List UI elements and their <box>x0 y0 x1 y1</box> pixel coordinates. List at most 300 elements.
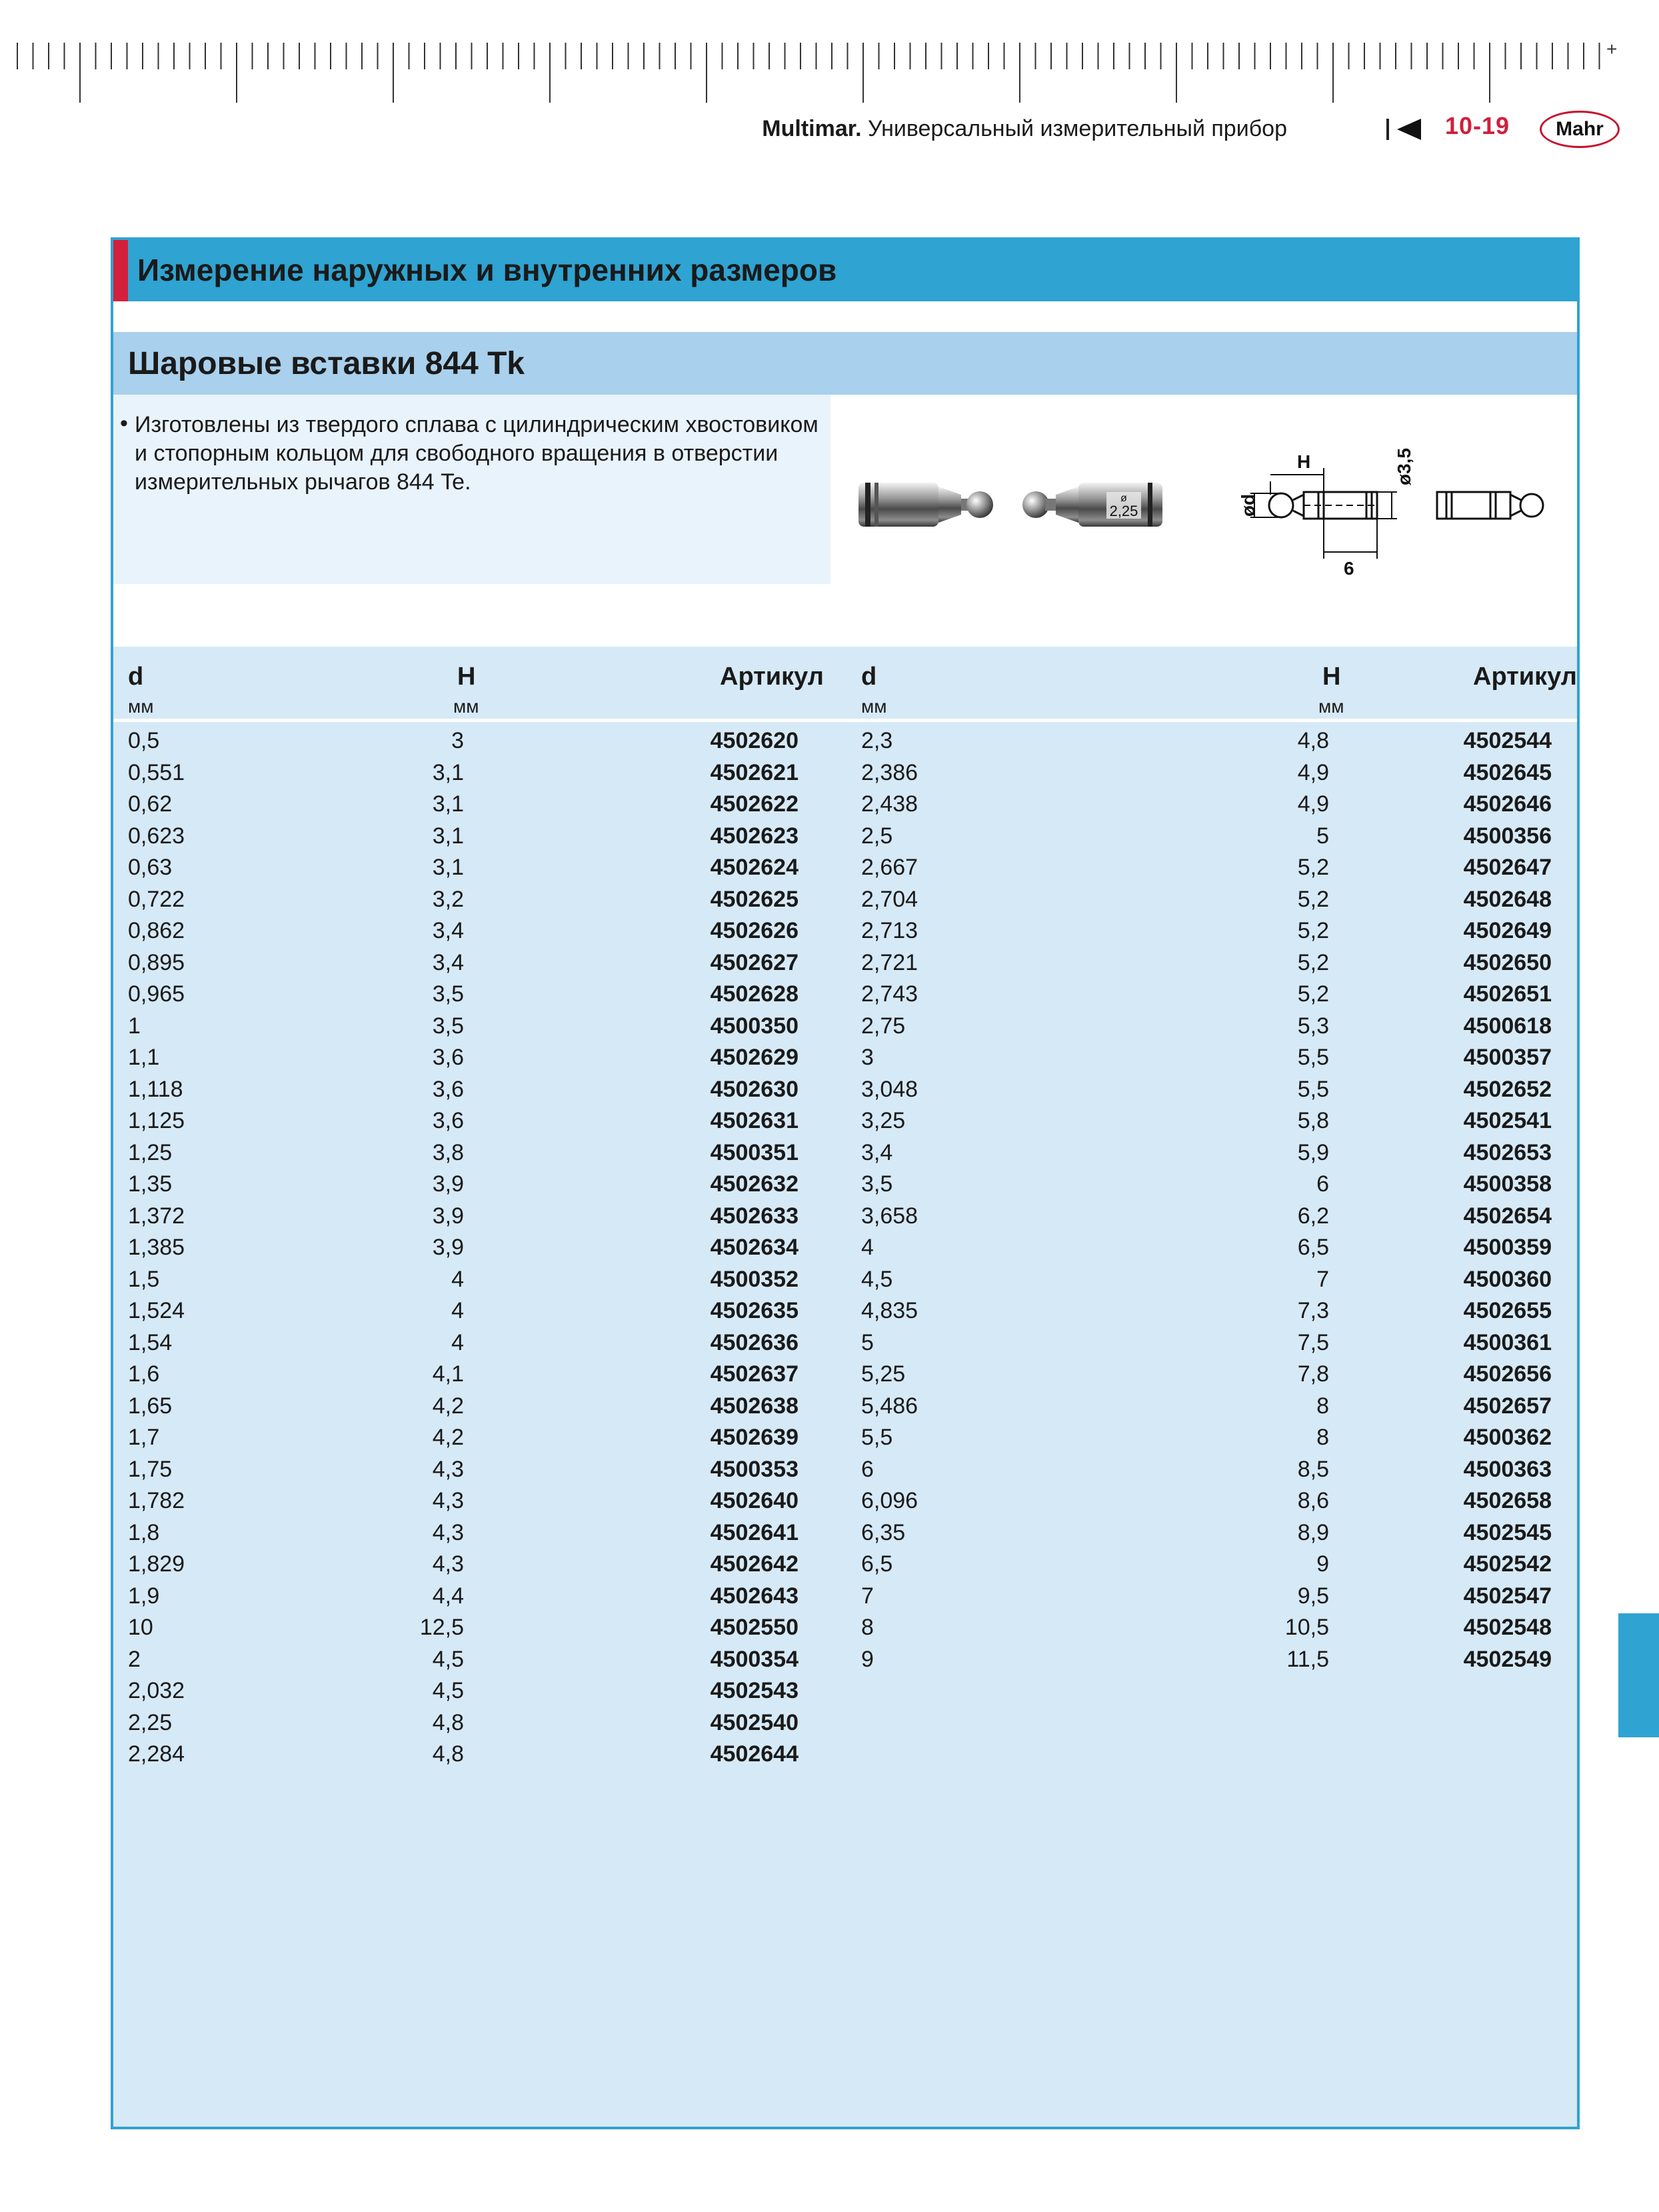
table-row <box>853 1643 1577 1675</box>
table-row <box>853 787 1577 819</box>
cell-h: 3,4 <box>432 949 464 975</box>
cell-article: 4502629 <box>710 1045 799 1070</box>
cell-d: 1,1 <box>128 1045 160 1070</box>
cell-h: 4,3 <box>432 1519 464 1545</box>
nav-bar-icon[interactable] <box>1386 119 1389 140</box>
cell-article: 4502626 <box>710 918 799 943</box>
cell-d: 1,524 <box>128 1298 185 1323</box>
cell-h: 8,9 <box>1297 1519 1329 1545</box>
table-row <box>113 851 853 883</box>
cell-d: 1,782 <box>128 1488 185 1513</box>
cell-d: 0,862 <box>128 918 185 943</box>
table-body <box>853 724 1577 1674</box>
cell-d: 2,704 <box>861 886 918 912</box>
cell-d: 1,54 <box>128 1329 173 1355</box>
cell-article: 4502642 <box>710 1551 799 1577</box>
product-header <box>113 332 1577 395</box>
cell-article: 4500353 <box>710 1456 799 1482</box>
cell-h: 8 <box>1316 1425 1329 1450</box>
dim-label-h: H <box>1297 451 1311 472</box>
cell-h: 5,5 <box>1297 1045 1329 1070</box>
table-row <box>113 724 853 756</box>
cell-h: 4,3 <box>432 1488 464 1513</box>
bullet-icon: • <box>120 411 128 436</box>
cell-h: 3,6 <box>432 1108 464 1133</box>
cell-d: 3,5 <box>861 1171 893 1197</box>
cell-h: 3,1 <box>432 855 464 880</box>
table-row <box>853 1294 1577 1326</box>
table-row <box>853 946 1577 978</box>
cell-h: 4,3 <box>432 1456 464 1482</box>
chapter-tab[interactable] <box>1618 1613 1659 1737</box>
cell-h: 11,5 <box>1286 1646 1329 1672</box>
table-row <box>853 1167 1577 1199</box>
cell-article: 4502630 <box>710 1076 799 1102</box>
cell-h: 5,2 <box>1297 886 1329 912</box>
cell-article: 4502549 <box>1463 1646 1552 1672</box>
cell-h: 4,5 <box>432 1646 464 1672</box>
cell-h: 4,9 <box>1297 791 1329 817</box>
table-row <box>853 1041 1577 1073</box>
cell-h: 5,8 <box>1297 1108 1329 1133</box>
cell-article: 4502541 <box>1463 1108 1552 1133</box>
table-row <box>853 1231 1577 1263</box>
cell-article: 4502544 <box>1463 728 1552 753</box>
page-number: 10-19 <box>1445 112 1510 139</box>
cell-d: 4 <box>861 1235 874 1260</box>
registration-mark: + <box>1606 39 1618 59</box>
table-row <box>113 1326 853 1358</box>
cell-h: 7 <box>1316 1266 1329 1292</box>
cell-d: 0,895 <box>128 949 185 975</box>
cell-d: 0,965 <box>128 981 185 1007</box>
cell-article: 4502649 <box>1463 918 1552 943</box>
cell-h: 8 <box>1316 1393 1329 1419</box>
table-right <box>853 647 1577 2127</box>
cell-article: 4502627 <box>710 949 799 975</box>
insert-photo-1 <box>858 483 993 527</box>
table-row <box>113 1231 853 1263</box>
page-header <box>0 112 1659 152</box>
cell-d: 5,5 <box>861 1425 893 1450</box>
table-row <box>113 1737 853 1769</box>
header-subtitle: Универсальный измерительный прибор <box>868 116 1287 141</box>
cell-article: 4502631 <box>710 1108 799 1133</box>
product-drawing <box>830 395 1577 584</box>
table-row <box>853 883 1577 915</box>
cell-article: 4502653 <box>1463 1139 1552 1165</box>
cell-d: 2,713 <box>861 918 918 943</box>
cell-h: 4,2 <box>432 1425 464 1450</box>
cell-d: 7 <box>861 1583 874 1609</box>
table-row <box>853 1073 1577 1105</box>
cell-d: 6,35 <box>861 1519 906 1545</box>
cell-h: 3,2 <box>432 886 464 912</box>
cell-article: 4502657 <box>1463 1393 1552 1419</box>
cell-h: 3,6 <box>432 1045 464 1070</box>
cell-d: 2,5 <box>861 823 893 849</box>
cell-h: 4 <box>451 1329 464 1355</box>
cell-d: 3,048 <box>861 1076 918 1102</box>
cell-article: 4502622 <box>710 791 799 817</box>
cell-d: 1,65 <box>128 1393 173 1419</box>
table-row <box>853 1484 1577 1516</box>
cell-d: 9 <box>861 1646 874 1672</box>
cell-article: 4502548 <box>1463 1615 1552 1640</box>
cell-article: 4502641 <box>710 1519 799 1545</box>
cell-h: 3,5 <box>432 1013 464 1039</box>
table-row <box>113 1167 853 1199</box>
cell-article: 4502633 <box>710 1203 799 1229</box>
cell-article: 4502636 <box>710 1329 799 1355</box>
cell-article: 4500352 <box>710 1266 799 1292</box>
cell-article: 4500360 <box>1463 1266 1552 1292</box>
unit-h: мм <box>453 696 479 717</box>
cell-d: 6,5 <box>861 1551 893 1577</box>
cell-article: 4502645 <box>1463 759 1552 785</box>
mahr-logo: Mahr <box>1540 111 1620 148</box>
cell-d: 2,25 <box>128 1709 173 1735</box>
cell-h: 4,3 <box>432 1551 464 1577</box>
cell-d: 1,75 <box>128 1456 173 1482</box>
table-row <box>853 1421 1577 1453</box>
cell-h: 5,2 <box>1297 855 1329 880</box>
cell-h: 8,6 <box>1297 1488 1329 1513</box>
product-images <box>830 395 1577 584</box>
cell-d: 3,4 <box>861 1139 893 1165</box>
cell-article: 4502647 <box>1463 855 1552 880</box>
cell-h: 3,1 <box>432 759 464 785</box>
cell-h: 5 <box>1316 823 1329 849</box>
table-header <box>113 647 853 719</box>
table-row <box>113 946 853 978</box>
cell-d: 2,032 <box>128 1678 185 1703</box>
spacer <box>113 301 1577 332</box>
cell-h: 4 <box>451 1298 464 1323</box>
cell-article: 4502545 <box>1463 1519 1552 1545</box>
table-row <box>113 1706 853 1738</box>
table-row <box>113 914 853 946</box>
description-text: Изготовлены из твердого сплава с цилиндрическим хвостовиком и стопорным кольцом для свободного вращения в отверстии измерительных рычагов 844 Te. <box>135 412 819 495</box>
cell-h: 10,5 <box>1284 1615 1329 1640</box>
unit-d: мм <box>861 696 887 717</box>
section-marker <box>113 240 128 301</box>
cell-article: 4500357 <box>1463 1045 1552 1070</box>
cell-h: 12,5 <box>419 1615 464 1640</box>
cell-d: 0,551 <box>128 759 185 785</box>
cell-article: 4502634 <box>710 1235 799 1260</box>
cell-h: 5,5 <box>1297 1076 1329 1102</box>
cell-h: 4,1 <box>432 1361 464 1387</box>
cell-d: 1,372 <box>128 1203 185 1229</box>
cell-h: 3,4 <box>432 918 464 943</box>
cell-article: 4502632 <box>710 1171 799 1197</box>
table-row <box>113 1104 853 1136</box>
table-row <box>853 851 1577 883</box>
cell-article: 4502628 <box>710 981 799 1007</box>
table-row <box>853 977 1577 1009</box>
cell-article: 4502547 <box>1463 1583 1552 1609</box>
table-row <box>853 1263 1577 1295</box>
cell-article: 4500362 <box>1463 1425 1552 1450</box>
cell-d: 0,722 <box>128 886 185 912</box>
table-row <box>113 1073 853 1105</box>
cell-d: 0,63 <box>128 855 173 880</box>
cell-d: 2,438 <box>861 791 918 817</box>
cell-article: 4500354 <box>710 1646 799 1672</box>
cell-d: 2,284 <box>128 1741 185 1767</box>
cell-article: 4502644 <box>710 1741 799 1767</box>
cell-d: 4,5 <box>861 1266 893 1292</box>
marking-d: ø <box>1120 493 1127 504</box>
table-row <box>853 1453 1577 1485</box>
table-row <box>113 1611 853 1643</box>
cell-d: 5,486 <box>861 1393 918 1419</box>
cell-h: 6 <box>1316 1171 1329 1197</box>
table-row <box>113 1136 853 1168</box>
cell-article: 4502648 <box>1463 886 1552 912</box>
cell-h: 3,6 <box>432 1076 464 1102</box>
cell-article: 4500618 <box>1463 1013 1552 1039</box>
table-row <box>113 1674 853 1706</box>
cell-h: 6,5 <box>1297 1235 1329 1260</box>
cell-d: 10 <box>128 1615 153 1640</box>
col-header-h: H <box>457 663 476 691</box>
cell-article: 4502621 <box>710 759 799 785</box>
table-row <box>113 1357 853 1389</box>
cell-article: 4502643 <box>710 1583 799 1609</box>
cell-h: 3,9 <box>432 1235 464 1260</box>
table-row <box>853 914 1577 946</box>
table-row <box>853 1199 1577 1231</box>
cell-h: 7,5 <box>1297 1329 1329 1355</box>
cell-d: 1,25 <box>128 1139 173 1165</box>
cell-h: 3 <box>451 728 464 753</box>
cell-article: 4502638 <box>710 1393 799 1419</box>
cell-article: 4502646 <box>1463 791 1552 817</box>
table-row <box>113 756 853 788</box>
cell-d: 1,829 <box>128 1551 185 1577</box>
table-row <box>113 1643 853 1675</box>
cell-h: 4,2 <box>432 1393 464 1419</box>
cell-d: 4,835 <box>861 1298 918 1323</box>
cell-d: 1,385 <box>128 1235 185 1260</box>
cell-h: 4,8 <box>1297 728 1329 753</box>
cell-h: 4,5 <box>432 1678 464 1703</box>
cell-d: 1,6 <box>128 1361 160 1387</box>
cell-h: 5,2 <box>1297 918 1329 943</box>
header-separator <box>113 719 853 722</box>
cell-h: 9,5 <box>1297 1583 1329 1609</box>
table-row <box>113 819 853 851</box>
col-header-article: Артикул <box>720 663 824 691</box>
cell-h: 3,1 <box>432 823 464 849</box>
table-row <box>853 756 1577 788</box>
cell-article: 4502658 <box>1463 1488 1552 1513</box>
description-box <box>113 395 830 584</box>
cell-article: 4500351 <box>710 1139 799 1165</box>
table-row <box>113 1547 853 1579</box>
cell-h: 6,2 <box>1297 1203 1329 1229</box>
table-row <box>113 1389 853 1421</box>
cell-d: 3,658 <box>861 1203 918 1229</box>
cell-d: 2,721 <box>861 949 918 975</box>
table-row <box>853 1611 1577 1643</box>
cell-article: 4500356 <box>1463 823 1552 849</box>
cell-d: 6,096 <box>861 1488 918 1513</box>
cell-article: 4502637 <box>710 1361 799 1387</box>
table-row <box>853 1389 1577 1421</box>
cell-h: 4,9 <box>1297 759 1329 785</box>
cell-d: 1,9 <box>128 1583 160 1609</box>
table-row <box>113 1009 853 1041</box>
table-row <box>113 1199 853 1231</box>
spacer <box>113 584 1577 647</box>
dim-label-6: 6 <box>1344 558 1354 579</box>
table-row <box>853 819 1577 851</box>
col-header-d: d <box>128 663 144 691</box>
cell-article: 4502656 <box>1463 1361 1552 1387</box>
header-separator <box>853 719 1577 722</box>
cell-article: 4502625 <box>710 886 799 912</box>
cell-article: 4500350 <box>710 1013 799 1039</box>
cell-d: 5 <box>861 1329 874 1355</box>
cell-h: 3,9 <box>432 1203 464 1229</box>
col-header-article: Артикул <box>1473 663 1577 691</box>
cell-d: 5,25 <box>861 1361 906 1387</box>
insert-photo-2 <box>1022 483 1162 527</box>
table-row <box>853 724 1577 756</box>
table-row <box>853 1547 1577 1579</box>
cell-h: 3,9 <box>432 1171 464 1197</box>
cell-d: 1,5 <box>128 1266 160 1292</box>
cell-d: 0,623 <box>128 823 185 849</box>
section-title: Измерение наружных и внутренних размеров <box>137 253 837 287</box>
cell-d: 6 <box>861 1456 874 1482</box>
cell-d: 1,8 <box>128 1519 160 1545</box>
cell-article: 4502635 <box>710 1298 799 1323</box>
cell-h: 7,8 <box>1297 1361 1329 1387</box>
marking-value: 2,25 <box>1109 503 1138 519</box>
cell-h: 9 <box>1316 1551 1329 1577</box>
table-row <box>113 883 853 915</box>
cell-article: 4502651 <box>1463 981 1552 1007</box>
dim-label-d: ød <box>1238 493 1258 517</box>
dim-label-35: ø3,5 <box>1394 447 1414 486</box>
section-header <box>113 240 1577 301</box>
back-arrow-icon[interactable] <box>1397 119 1421 140</box>
cell-article: 4502620 <box>710 728 799 753</box>
cell-d: 1 <box>128 1013 141 1039</box>
cell-h: 3,8 <box>432 1139 464 1165</box>
header-title <box>762 116 1287 142</box>
cell-article: 4502543 <box>710 1678 799 1703</box>
table-row <box>113 1263 853 1295</box>
cell-h: 3,5 <box>432 981 464 1007</box>
cell-d: 0,62 <box>128 791 173 817</box>
col-header-d: d <box>861 663 877 691</box>
table-row <box>113 1516 853 1548</box>
cell-d: 2,3 <box>861 728 893 753</box>
cell-article: 4502639 <box>710 1425 799 1450</box>
cell-d: 1,118 <box>128 1076 183 1102</box>
table-row <box>113 787 853 819</box>
cell-d: 1,7 <box>128 1425 160 1450</box>
cell-article: 4502640 <box>710 1488 799 1513</box>
cell-d: 3,25 <box>861 1108 906 1133</box>
cell-article: 4502550 <box>710 1615 799 1640</box>
table-header <box>853 647 1577 719</box>
cell-d: 1,35 <box>128 1171 173 1197</box>
table-row <box>853 1009 1577 1041</box>
table-row <box>113 1453 853 1485</box>
table-row <box>113 1294 853 1326</box>
table-row <box>113 1579 853 1611</box>
cell-h: 5,2 <box>1297 981 1329 1007</box>
cell-d: 2,667 <box>861 855 918 880</box>
table-row <box>113 1421 853 1453</box>
table-row <box>853 1357 1577 1389</box>
cell-h: 8,5 <box>1297 1456 1329 1482</box>
cell-article: 4500363 <box>1463 1456 1552 1482</box>
cell-h: 5,3 <box>1297 1013 1329 1039</box>
cell-d: 2,75 <box>861 1013 906 1039</box>
cell-article: 4502655 <box>1463 1298 1552 1323</box>
table-body <box>113 724 853 1769</box>
cell-h: 4,8 <box>432 1741 464 1767</box>
cell-d: 0,5 <box>128 728 160 753</box>
cell-article: 4500361 <box>1463 1329 1552 1355</box>
cell-h: 7,3 <box>1297 1298 1329 1323</box>
product-title: Шаровые вставки 844 Tk <box>128 346 525 381</box>
table-row <box>853 1104 1577 1136</box>
header-brand: Multimar. <box>762 116 862 141</box>
cell-h: 4,4 <box>432 1583 464 1609</box>
col-header-h: H <box>1322 663 1341 691</box>
table-row <box>853 1579 1577 1611</box>
unit-h: мм <box>1318 696 1344 717</box>
cell-d: 2,386 <box>861 759 918 785</box>
cell-article: 4500358 <box>1463 1171 1552 1197</box>
cell-d: 2 <box>128 1646 141 1672</box>
cell-h: 5,2 <box>1297 949 1329 975</box>
cell-h: 5,9 <box>1297 1139 1329 1165</box>
cell-article: 4500359 <box>1463 1235 1552 1260</box>
unit-d: мм <box>128 696 154 717</box>
table-left <box>113 647 853 2127</box>
table-row <box>853 1326 1577 1358</box>
cell-article: 4502652 <box>1463 1076 1552 1102</box>
cell-d: 3 <box>861 1045 874 1070</box>
cell-h: 4 <box>451 1266 464 1292</box>
cell-article: 4502623 <box>710 823 799 849</box>
cell-article: 4502624 <box>710 855 799 880</box>
cell-d: 2,743 <box>861 981 918 1007</box>
table-row <box>113 1484 853 1516</box>
table-row <box>113 977 853 1009</box>
cell-h: 4,8 <box>432 1709 464 1735</box>
cell-article: 4502540 <box>710 1709 799 1735</box>
cell-article: 4502650 <box>1463 949 1552 975</box>
cell-article: 4502654 <box>1463 1203 1552 1229</box>
cell-d: 8 <box>861 1615 874 1640</box>
print-ruler <box>0 39 1626 105</box>
table-row <box>113 1041 853 1073</box>
cell-d: 1,125 <box>128 1108 185 1133</box>
table-row <box>853 1136 1577 1168</box>
cell-article: 4502542 <box>1463 1551 1552 1577</box>
catalog-panel <box>111 237 1580 2129</box>
